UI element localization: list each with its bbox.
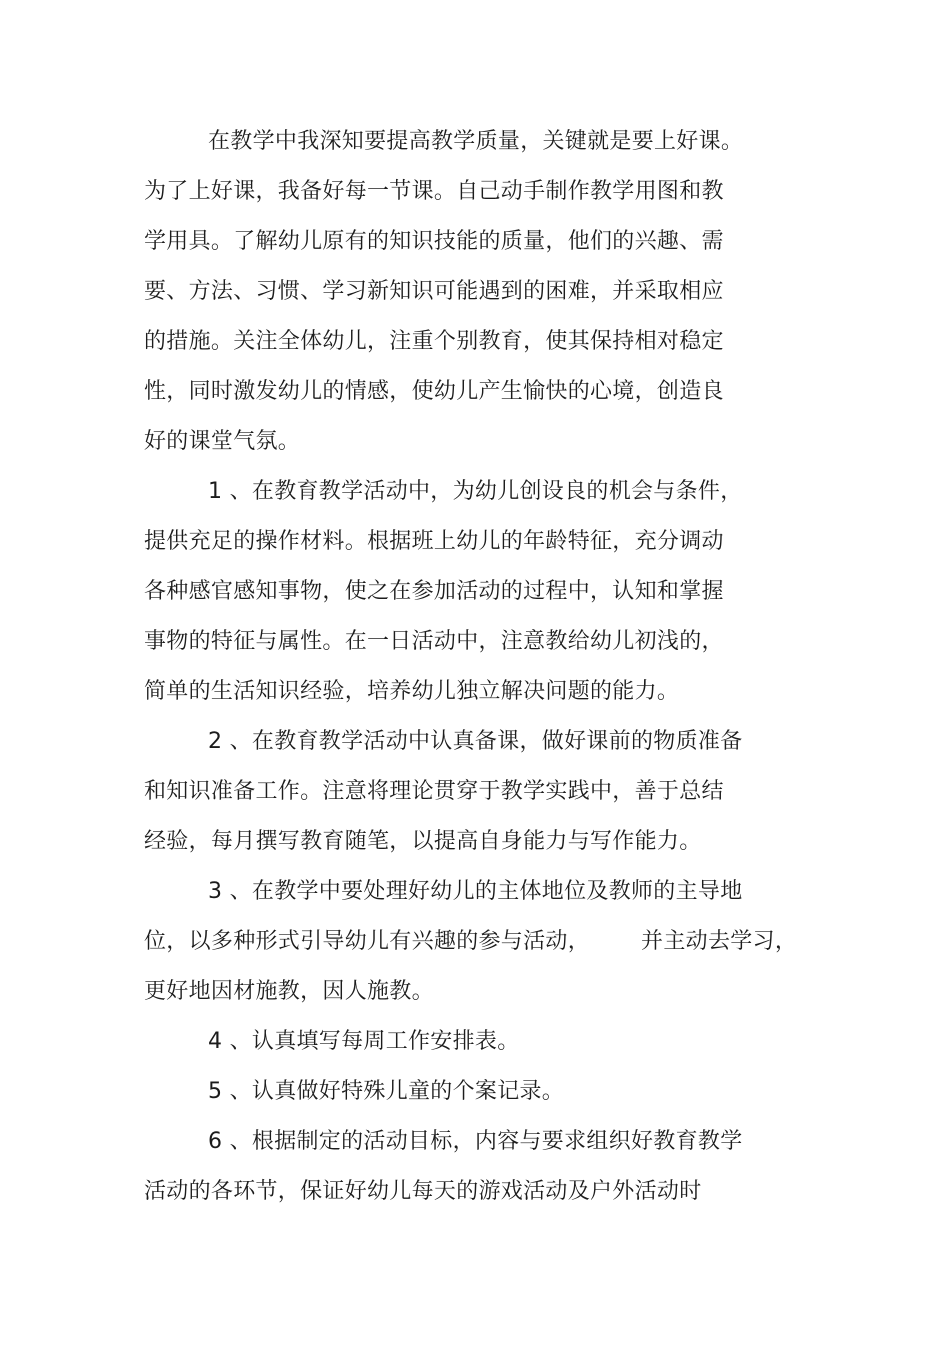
paragraph-intro-line-5: 的措施。关注全体幼儿，注重个别教育，使其保持相对稳定 [144,329,724,354]
item-6-line-1: 6 、根据制定的活动目标，内容与要求组织好教育教学 [208,1129,743,1154]
paragraph-intro-line-7: 好的课堂气氛。 [144,429,301,454]
item-1-line-2: 提供充足的操作材料。根据班上幼儿的年龄特征，充分调动 [144,529,724,554]
item-3-line-2: 位，以多种形式引导幼儿有兴趣的参与活动， 并主动去学习， [144,929,798,954]
paragraph-intro-line-1: 在教学中我深知要提高教学质量，关键就是要上好课。 [208,129,744,154]
item-1-line-3: 各种感官感知事物，使之在参加活动的过程中，认知和掌握 [144,579,724,604]
item-1-line-4: 事物的特征与属性。在一日活动中，注意教给幼儿初浅的， [144,629,724,654]
item-3-line-3: 更好地因材施教，因人施教。 [144,979,434,1004]
item-1-line-5: 简单的生活知识经验，培养幼儿独立解决问题的能力。 [144,679,680,704]
item-2-line-2: 和知识准备工作。注意将理论贯穿于教学实践中，善于总结 [144,779,724,804]
item-6-line-2: 活动的各环节，保证好幼儿每天的游戏活动及户外活动时 [144,1179,702,1204]
paragraph-intro-line-2: 为了上好课，我备好每一节课。自己动手制作教学用图和教 [144,179,724,204]
item-2-line-3: 经验，每月撰写教育随笔，以提高自身能力与写作能力。 [144,829,702,854]
item-2-line-1: 2 、在教育教学活动中认真备课，做好课前的物质准备 [208,729,743,754]
item-1-line-1: 1 、在教育教学活动中，为幼儿创设良的机会与条件， [208,479,743,504]
item-3-line-1: 3 、在教学中要处理好幼儿的主体地位及教师的主导地 [208,879,743,904]
item-4-line-1: 4 、认真填写每周工作安排表。 [208,1029,520,1054]
paragraph-intro-line-3: 学用具。了解幼儿原有的知识技能的质量，他们的兴趣、需 [144,229,724,254]
paragraph-intro-line-6: 性，同时激发幼儿的情感，使幼儿产生愉快的心境，创造良 [144,379,724,404]
paragraph-intro-line-4: 要、方法、习惯、学习新知识可能遇到的困难，并采取相应 [144,279,724,304]
item-5-line-1: 5 、认真做好特殊儿童的个案记录。 [208,1079,565,1104]
